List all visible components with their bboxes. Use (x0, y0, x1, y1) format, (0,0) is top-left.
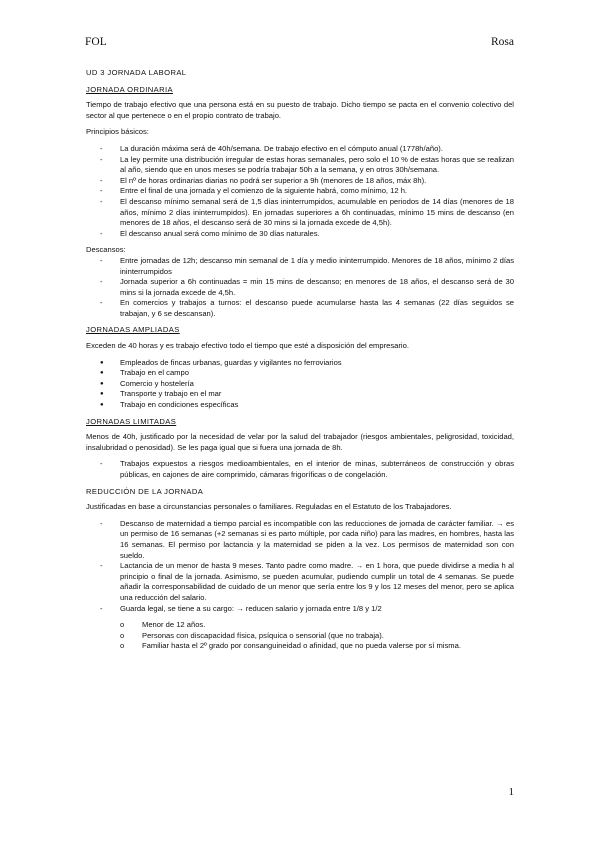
list-item: o Familiar hasta el 2º grado por consanguineidad o afinidad, que no pueda valerse por sí misma. (86, 641, 514, 652)
section-heading-reduccion: REDUCCIÓN DE LA JORNADA (86, 486, 204, 496)
list-item: - El nº de horas ordinarias diarias no podrá ser superior a 9h (menores de 18 años, máx 8h). (86, 176, 514, 187)
list-item: ● Trabajo en condiciones específicas (86, 400, 514, 411)
paragraph: Menos de 40h, justificado por la necesidad de velar por la salud del trabajador (riesgos ambientales, peligrosidad, toxicidad, insalubridad o penosidad). Se les paga igual que si fuera una jornada de 8h. (86, 432, 514, 452)
guarda-legal-sublist (86, 620, 514, 652)
principios-list (86, 144, 514, 239)
limitadas-list (86, 459, 514, 480)
list-item: ● Empleados de fincas urbanas, guardas y vigilantes no ferroviarios (86, 358, 514, 369)
header-right: Rosa (491, 36, 514, 48)
list-item: ● Trabajo en el campo (86, 368, 514, 379)
paragraph: Descansos: (86, 245, 126, 255)
document-title: UD 3 JORNADA LABORAL (86, 68, 187, 77)
list-item: o Personas con discapacidad física, psíquica o sensorial (que no trabaja). (86, 631, 514, 642)
list-item: - Lactancia de un menor de hasta 9 meses. Tanto padre como madre. → en 1 hora, que puede dividirse a media h al principio o final de la jornada. Asimismo, se pueden acumular, pudiendo cumplir un total de 4 semanas. Se puede añadir la corresponsabilidad de cuidado de un menor que sería entre los 9 y los 12 meses del menor, pero se aplica una reducción del salario. (86, 561, 514, 603)
descansos-list (86, 256, 514, 320)
paragraph: Tiempo de trabajo efectivo que una persona está en su puesto de trabajo. Dicho tiempo se pacta en el convenio colectivo del sector al que pertenece o en el propio contrato de trabajo. (86, 100, 514, 120)
section-heading-ampliadas: JORNADAS AMPLIADAS (86, 325, 180, 335)
list-item: - Entre el final de una jornada y el comienzo de la siguiente habrá, como mínimo, 12 h. (86, 186, 514, 197)
reduccion-list (86, 519, 514, 614)
section-heading-limitadas: JORNADAS LIMITADAS (86, 416, 177, 426)
list-item: - Entre jornadas de 12h; descanso min semanal de 1 día y medio ininterrumpido. Menores de 18 años, mínimo 2 días ininterrumpidos (86, 256, 514, 277)
list-item: - Jornada superior a 6h continuadas = min 15 mins de descanso; en menores de 18 años, el descanso será de 30 mins si la jornada excede de 4,5h. (86, 277, 514, 298)
document-body (86, 68, 514, 652)
list-item: ● Transporte y trabajo en el mar (86, 389, 514, 400)
paragraph: Exceden de 40 horas y es trabajo efectivo todo el tiempo que esté a disposición del empresario. (86, 341, 409, 351)
header-left: FOL (85, 36, 107, 48)
list-item: - La duración máxima será de 40h/semana. De trabajo efectivo en el cómputo anual (1778h/año). (86, 144, 514, 155)
list-item: - El descanso anual será como mínimo de 30 días naturales. (86, 229, 514, 240)
list-item: o Menor de 12 años. (86, 620, 514, 631)
paragraph: Justificadas en base a circunstancias personales o familiares. Reguladas en el Estatuto de los Trabajadores. (86, 502, 452, 512)
page-number: 1 (508, 786, 514, 798)
list-item: - En comercios y trabajos a turnos: el descanso puede acumularse hasta las 4 semanas (22 días seguidos se trabajan, y 6 se descansan). (86, 298, 514, 319)
ampliadas-list (86, 358, 514, 411)
paragraph: Principios básicos: (86, 127, 149, 137)
list-item: - Descanso de maternidad a tiempo parcial es incompatible con las reducciones de jornada de carácter familiar. → es un permiso de 16 semanas (+2 semanas si es parto múltiple, por cada niño) para las madres, en hombres, hasta las 16 semanas. El permiso por lactancia y la maternidad se piden a la vez. Los permisos de maternidad son con sueldo. (86, 519, 514, 561)
list-item: - El descanso mínimo semanal será de 1,5 días ininterrumpidos, acumulable en periodos de 14 días (menores de 18 años, mínimo 2 días ininterrumpidos). En jornadas superiores a 6h continuadas, mínimo 15 mins de descanso (en menores de 18 años, el descanso será de 30 mins si la jornada excede de 4,5h). (86, 197, 514, 229)
list-item: - Trabajos expuestos a riesgos medioambientales, en el interior de minas, subterráneos de construcción y obras públicas, en cajones de aire comprimido, cámaras frigoríficas o de congelación. (86, 459, 514, 480)
list-item: - Guarda legal, se tiene a su cargo: → reducen salario y jornada entre 1/8 y 1/2 (86, 604, 514, 615)
list-item: - La ley permite una distribución irregular de estas horas semanales, pero solo el 10 % de estas horas que se realizan al año, siendo que en unos meses se podría trabajar 50h a la semana, y en otros 30h/semana. (86, 155, 514, 176)
list-item: ● Comercio y hostelería (86, 379, 514, 390)
section-heading-ordinaria: JORNADA ORDINARIA (86, 84, 173, 94)
